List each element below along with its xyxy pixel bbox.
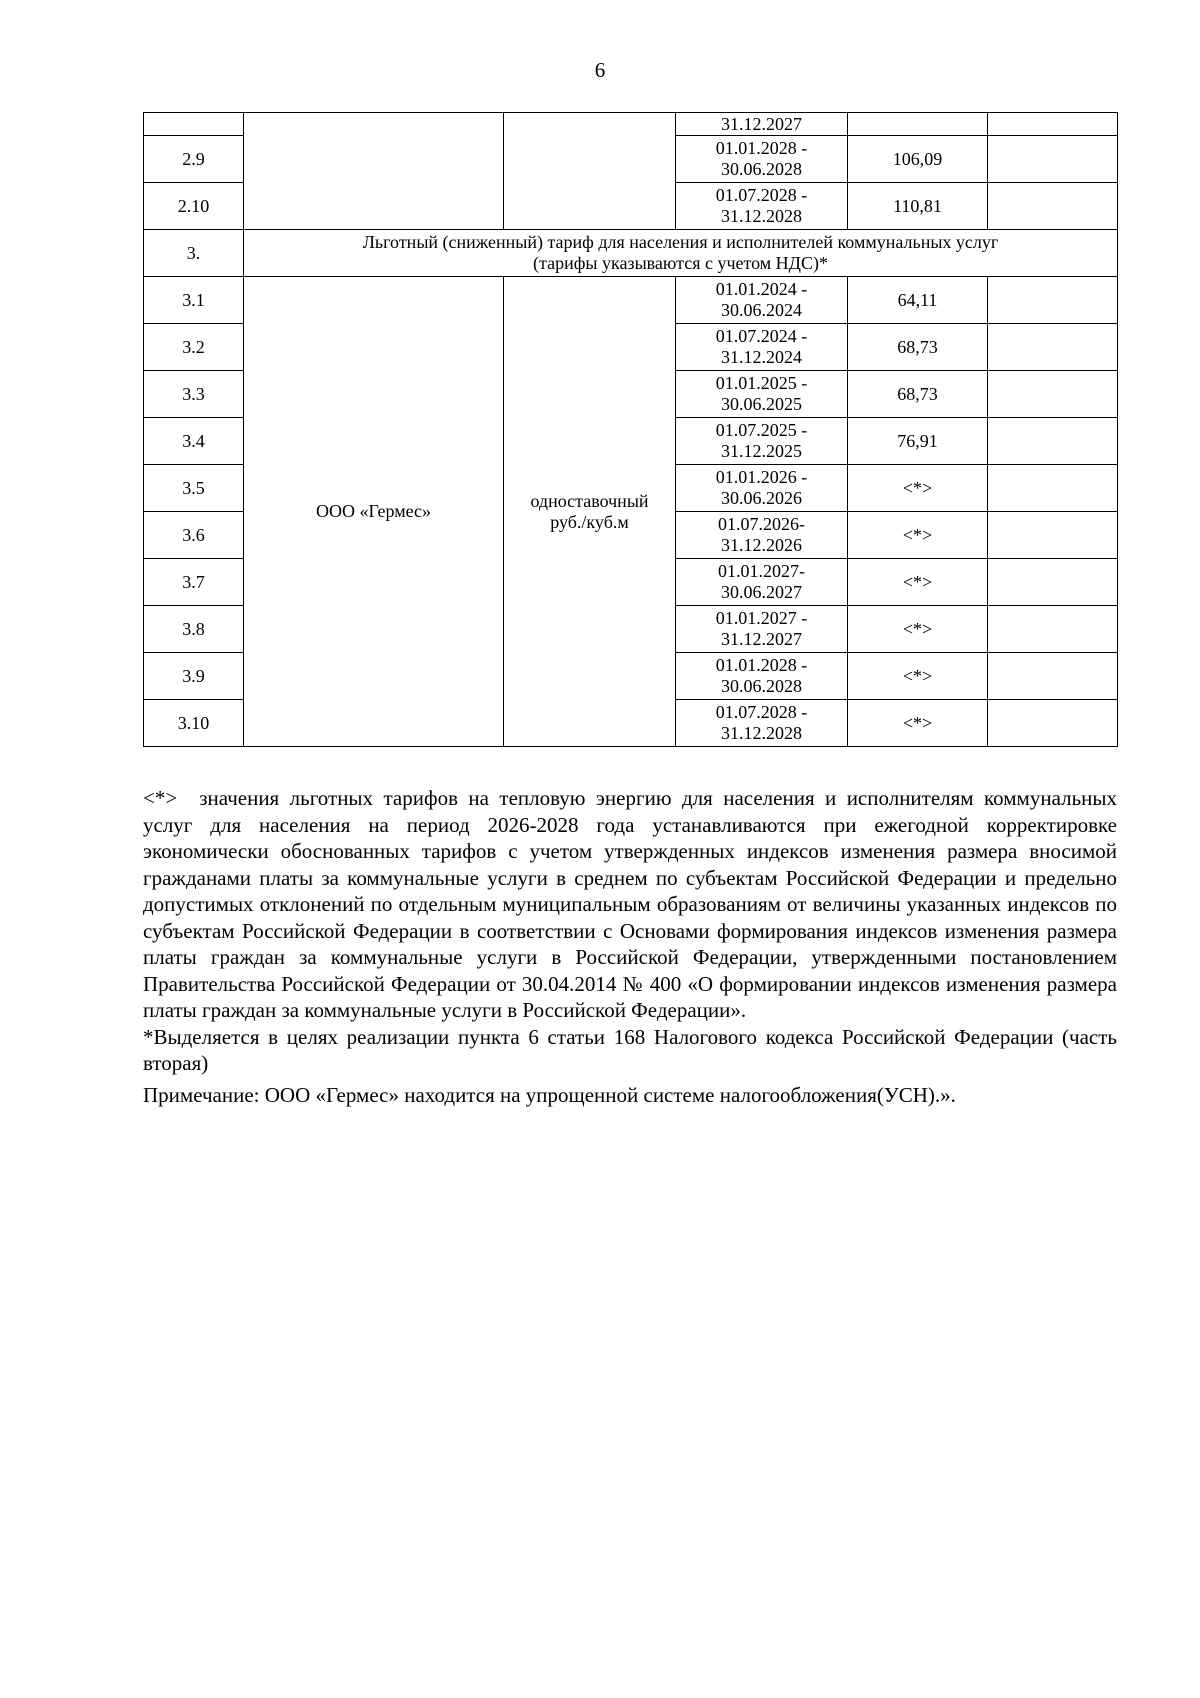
row-number-cell: 3.10: [144, 700, 244, 747]
empty-cell: [988, 371, 1118, 418]
empty-cell: [988, 465, 1118, 512]
value-cell: <*>: [848, 512, 988, 559]
empty-cell: [988, 700, 1118, 747]
period-cell: 01.07.2024 - 31.12.2024: [676, 324, 848, 371]
empty-cell: [988, 559, 1118, 606]
empty-cell: [988, 136, 1118, 183]
value-cell: 64,11: [848, 277, 988, 324]
period-cell: 01.01.2028 - 30.06.2028: [676, 653, 848, 700]
section-title-line2: (тарифы указываются с учетом НДС)*: [533, 253, 828, 273]
value-cell: 68,73: [848, 371, 988, 418]
empty-cell: [988, 277, 1118, 324]
value-cell: 106,09: [848, 136, 988, 183]
tariff-type-line2: руб./куб.м: [550, 511, 629, 532]
tariff-type-cell: [504, 113, 676, 230]
row-number-cell: 3.4: [144, 418, 244, 465]
period-cell: 01.07.2026- 31.12.2026: [676, 512, 848, 559]
empty-cell: [988, 512, 1118, 559]
empty-cell: [988, 183, 1118, 230]
empty-cell: [988, 653, 1118, 700]
row-number-cell: 2.10: [144, 183, 244, 230]
row-number-cell: 2.9: [144, 136, 244, 183]
row-number-cell: 3.9: [144, 653, 244, 700]
value-cell: <*>: [848, 606, 988, 653]
value-cell: <*>: [848, 559, 988, 606]
period-cell: 01.01.2024 - 30.06.2024: [676, 277, 848, 324]
section-header-row: [144, 230, 1118, 277]
tariff-type-line1: одноставочный: [530, 490, 649, 511]
row-number-cell: 3.3: [144, 371, 244, 418]
period-cell: 01.07.2025 - 31.12.2025: [676, 418, 848, 465]
note-mark: <*>: [143, 786, 178, 810]
section-title-line1: Льготный (сниженный) тариф для населения и исполнителей коммунальных услуг: [362, 232, 999, 252]
empty-cell: [988, 418, 1118, 465]
period-cell: 01.01.2025 - 30.06.2025: [676, 371, 848, 418]
note-indices-text: значения льготных тарифов на тепловую энергию для населения и исполнителям коммунальных услуг для населения на период 2026-2028 года устанавливаются при ежегодной корректировке экономически обоснованных тарифов с учетом утвержденных индексов изменения размера вносимой гражданами платы за коммунальные услуги в среднем по субъектам Российской Федерации и предельно допустимых отклонений по отдельным муниципальным образованиям от величины указанных индексов по субъектам Российской Федерации в соответствии с Основами формирования индексов изменения размера платы граждан за коммунальные услуги в Российской Федерации, утвержденными постановлением Правительства Российской Федерации от 30.04.2014 № 400 «О формировании индексов изменения размера платы граждан за коммунальные услуги в Российской Федерации».: [143, 786, 1117, 1022]
period-cell: 31.12.2027: [676, 113, 848, 136]
period-cell: 01.07.2028 - 31.12.2028: [676, 700, 848, 747]
tariff-type-cell: [504, 277, 676, 747]
note-indices: [143, 785, 1117, 1024]
value-cell: 110,81: [848, 183, 988, 230]
row-number-cell: 3.6: [144, 512, 244, 559]
row-number-cell: 3.7: [144, 559, 244, 606]
section-title-cell: [244, 230, 1118, 277]
empty-cell: [988, 606, 1118, 653]
row-number-cell: 3.2: [144, 324, 244, 371]
value-cell: 76,91: [848, 418, 988, 465]
value-cell: <*>: [848, 465, 988, 512]
table-row: [144, 277, 1118, 324]
org-cell: [244, 113, 504, 230]
page-number: 6: [594, 58, 606, 82]
empty-cell: [988, 324, 1118, 371]
period-cell: 01.07.2028 - 31.12.2028: [676, 183, 848, 230]
value-cell: <*>: [848, 700, 988, 747]
section-number-cell: 3.: [144, 230, 244, 277]
note-remark: Примечание: ООО «Гермес» находится на упрощенной системе налогообложения(УСН).».: [143, 1082, 956, 1107]
row-number-cell: 3.5: [144, 465, 244, 512]
period-cell: 01.01.2027- 30.06.2027: [676, 559, 848, 606]
value-cell: <*>: [848, 653, 988, 700]
org-cell: ООО «Гермес»: [244, 277, 504, 747]
row-number-cell: 3.8: [144, 606, 244, 653]
period-cell: 01.01.2026 - 30.06.2026: [676, 465, 848, 512]
period-cell: 01.01.2028 - 30.06.2028: [676, 136, 848, 183]
value-cell: 68,73: [848, 324, 988, 371]
table-row: [144, 113, 1118, 136]
row-number-cell: 3.1: [144, 277, 244, 324]
row-number-cell: [144, 113, 244, 136]
notes-section: [143, 785, 1117, 1108]
tariff-table: [143, 112, 1118, 747]
empty-cell: [988, 113, 1118, 136]
period-cell: 01.01.2027 - 31.12.2027: [676, 606, 848, 653]
value-cell: [848, 113, 988, 136]
note-vat: *Выделяется в целях реализации пункта 6 статьи 168 Налогового кодекса Российской Федерации (часть вторая): [143, 1024, 1117, 1075]
